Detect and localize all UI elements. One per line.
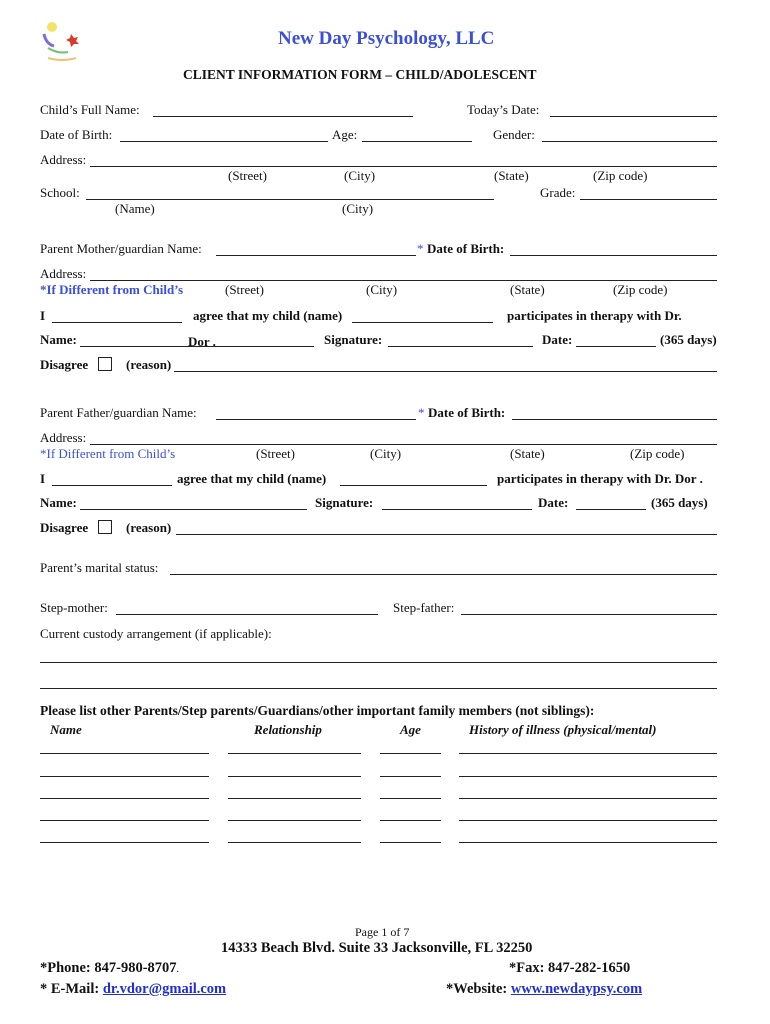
grade-field[interactable] (580, 199, 717, 200)
mother-date-field[interactable] (576, 346, 656, 347)
father-state-hint: (State) (510, 446, 545, 461)
family-row-4-relationship[interactable] (228, 820, 361, 821)
todays-date-label: Today’s Date: (467, 102, 540, 117)
footer-email (40, 981, 226, 998)
mother-if-different: *If Different from Child’s (40, 282, 184, 297)
mother-state-hint: (State) (510, 282, 545, 297)
family-row-2-name[interactable] (40, 776, 209, 777)
father-city-hint: (City) (370, 446, 402, 461)
phone-dot: . (176, 964, 180, 975)
mother-reason-field[interactable] (174, 371, 717, 372)
family-row-4-name[interactable] (40, 820, 209, 821)
custody-field-line-1[interactable] (40, 662, 717, 663)
footer-address: 14333 Beach Blvd. Suite 33 Jacksonville, FL 32250 (221, 940, 533, 956)
company-name: New Day Psychology, LLC (278, 28, 495, 49)
father-address-field[interactable] (90, 444, 717, 445)
family-row-4-history[interactable] (459, 820, 717, 821)
father-agree-text: agree that my child (name) (177, 471, 327, 486)
father-child-name-field[interactable] (340, 485, 487, 486)
mother-name-label: Parent Mother/guardian Name: (40, 241, 202, 256)
family-row-5-name[interactable] (40, 842, 209, 843)
street-hint: (Street) (228, 168, 267, 183)
father-zip-hint: (Zip code) (630, 446, 685, 461)
phone-text: *Phone: 847-980-8707 (40, 960, 177, 976)
father-signature-field[interactable] (382, 509, 532, 510)
gender-label: Gender: (493, 127, 535, 142)
zip-hint: (Zip code) (593, 168, 648, 183)
website-link[interactable]: www.newdaypsy.com (510, 981, 643, 997)
mother-signature-field[interactable] (388, 346, 533, 347)
footer-phone (40, 960, 179, 977)
col-age-header: Age (400, 722, 421, 737)
mother-i-label: I (40, 308, 46, 323)
form-title: CLIENT INFORMATION FORM – CHILD/ADOLESCENT (183, 67, 537, 82)
footer-fax: *Fax: 847-282-1650 (509, 960, 631, 976)
mother-name-field[interactable] (216, 255, 416, 256)
child-name-label: Child’s Full Name: (40, 102, 140, 117)
father-name-field[interactable] (216, 419, 416, 420)
father-dob-label: Date of Birth: (428, 405, 506, 420)
col-history-header: History of illness (physical/mental) (469, 722, 657, 737)
father-consent-name-field[interactable] (52, 485, 172, 486)
father-date-label: Date: (538, 495, 569, 510)
family-row-5-age[interactable] (380, 842, 441, 843)
email-label: * E-Mail: (40, 981, 100, 997)
school-name-hint: (Name) (115, 201, 155, 216)
mother-reason-label: (reason) (126, 357, 172, 372)
family-row-3-history[interactable] (459, 798, 717, 799)
mother-dor-text: Dor . (188, 334, 216, 349)
city-hint: (City) (344, 168, 376, 183)
mother-dob-field[interactable] (510, 255, 717, 256)
age-field[interactable] (362, 141, 472, 142)
father-reason-label: (reason) (126, 520, 172, 535)
family-row-2-relationship[interactable] (228, 776, 361, 777)
mother-address-label: Address: (40, 266, 87, 281)
col-name-header: Name (50, 722, 82, 737)
father-signature-label: Signature: (315, 495, 374, 510)
father-days-text: (365 days) (651, 495, 708, 510)
family-row-4-age[interactable] (380, 820, 441, 821)
footer-website (446, 981, 642, 998)
state-hint: (State) (494, 168, 529, 183)
marital-status-label: Parent’s marital status: (40, 560, 159, 575)
dob-field[interactable] (120, 141, 328, 142)
family-row-2-history[interactable] (459, 776, 717, 777)
mother-date-label: Date: (542, 332, 573, 347)
family-row-5-relationship[interactable] (228, 842, 361, 843)
school-city-hint: (City) (342, 201, 374, 216)
custody-label: Current custody arrangement (if applicable): (40, 626, 272, 641)
custody-field-line-2[interactable] (40, 688, 717, 689)
mother-name2-label: Name: (40, 332, 77, 347)
father-dob-field[interactable] (512, 419, 717, 420)
father-name2-label: Name: (40, 495, 77, 510)
father-name2-field[interactable] (80, 509, 307, 510)
school-label: School: (40, 185, 80, 200)
address-field[interactable] (90, 166, 717, 167)
email-link[interactable]: dr.vdor@gmail.com (102, 981, 227, 997)
family-members-heading: Please list other Parents/Step parents/Guardians/other important family members (not siblings): (40, 703, 595, 718)
family-row-1-name[interactable] (40, 753, 209, 754)
todays-date-field[interactable] (550, 116, 717, 117)
dob-label: Date of Birth: (40, 127, 113, 142)
father-name-label: Parent Father/guardian Name: (40, 405, 197, 420)
mother-street-hint: (Street) (225, 282, 264, 297)
family-row-3-name[interactable] (40, 798, 209, 799)
father-disagree-checkbox[interactable] (98, 520, 112, 534)
grade-label: Grade: (540, 185, 576, 200)
school-field[interactable] (86, 199, 494, 200)
mother-disagree-checkbox[interactable] (98, 357, 112, 371)
father-street-hint: (Street) (256, 446, 295, 461)
mother-city-hint: (City) (366, 282, 398, 297)
mother-agree-text: agree that my child (name) (193, 308, 343, 323)
father-date-field[interactable] (576, 509, 646, 510)
age-label: Age: (332, 127, 358, 142)
website-label: *Website: (446, 981, 508, 997)
mother-zip-hint: (Zip code) (613, 282, 668, 297)
father-reason-field[interactable] (176, 534, 717, 535)
page-number: Page 1 of 7 (355, 925, 410, 939)
company-logo (38, 18, 86, 64)
family-row-3-age[interactable] (380, 798, 441, 799)
father-participates-text: participates in therapy with Dr. Dor . (497, 471, 703, 486)
mother-dob-label: Date of Birth: (427, 241, 505, 256)
stepmother-field[interactable] (116, 614, 378, 615)
family-row-5-history[interactable] (459, 842, 717, 843)
marital-status-field[interactable] (170, 574, 717, 575)
mother-child-name-field[interactable] (352, 322, 493, 323)
father-if-different: *If Different from Child’s (40, 446, 176, 461)
family-row-2-age[interactable] (380, 776, 441, 777)
family-row-1-relationship[interactable] (228, 753, 361, 754)
mother-required-star: * (417, 241, 424, 256)
gender-field[interactable] (542, 141, 717, 142)
mother-participates-text: participates in therapy with Dr. (507, 308, 682, 323)
col-relationship-header: Relationship (254, 722, 322, 737)
mother-consent-name-field[interactable] (52, 322, 182, 323)
mother-days-text: (365 days) (660, 332, 717, 347)
family-row-3-relationship[interactable] (228, 798, 361, 799)
child-name-field[interactable] (153, 116, 413, 117)
father-disagree-label: Disagree (40, 520, 89, 535)
mother-signature-label: Signature: (324, 332, 383, 347)
stepfather-label: Step-father: (393, 600, 455, 615)
father-address-label: Address: (40, 430, 87, 445)
stepfather-field[interactable] (461, 614, 717, 615)
family-row-1-age[interactable] (380, 753, 441, 754)
family-row-1-history[interactable] (459, 753, 717, 754)
mother-address-field[interactable] (90, 280, 717, 281)
address-label: Address: (40, 152, 87, 167)
father-i-label: I (40, 471, 46, 486)
mother-disagree-label: Disagree (40, 357, 89, 372)
father-required-star: * (418, 405, 425, 420)
stepmother-label: Step-mother: (40, 600, 108, 615)
